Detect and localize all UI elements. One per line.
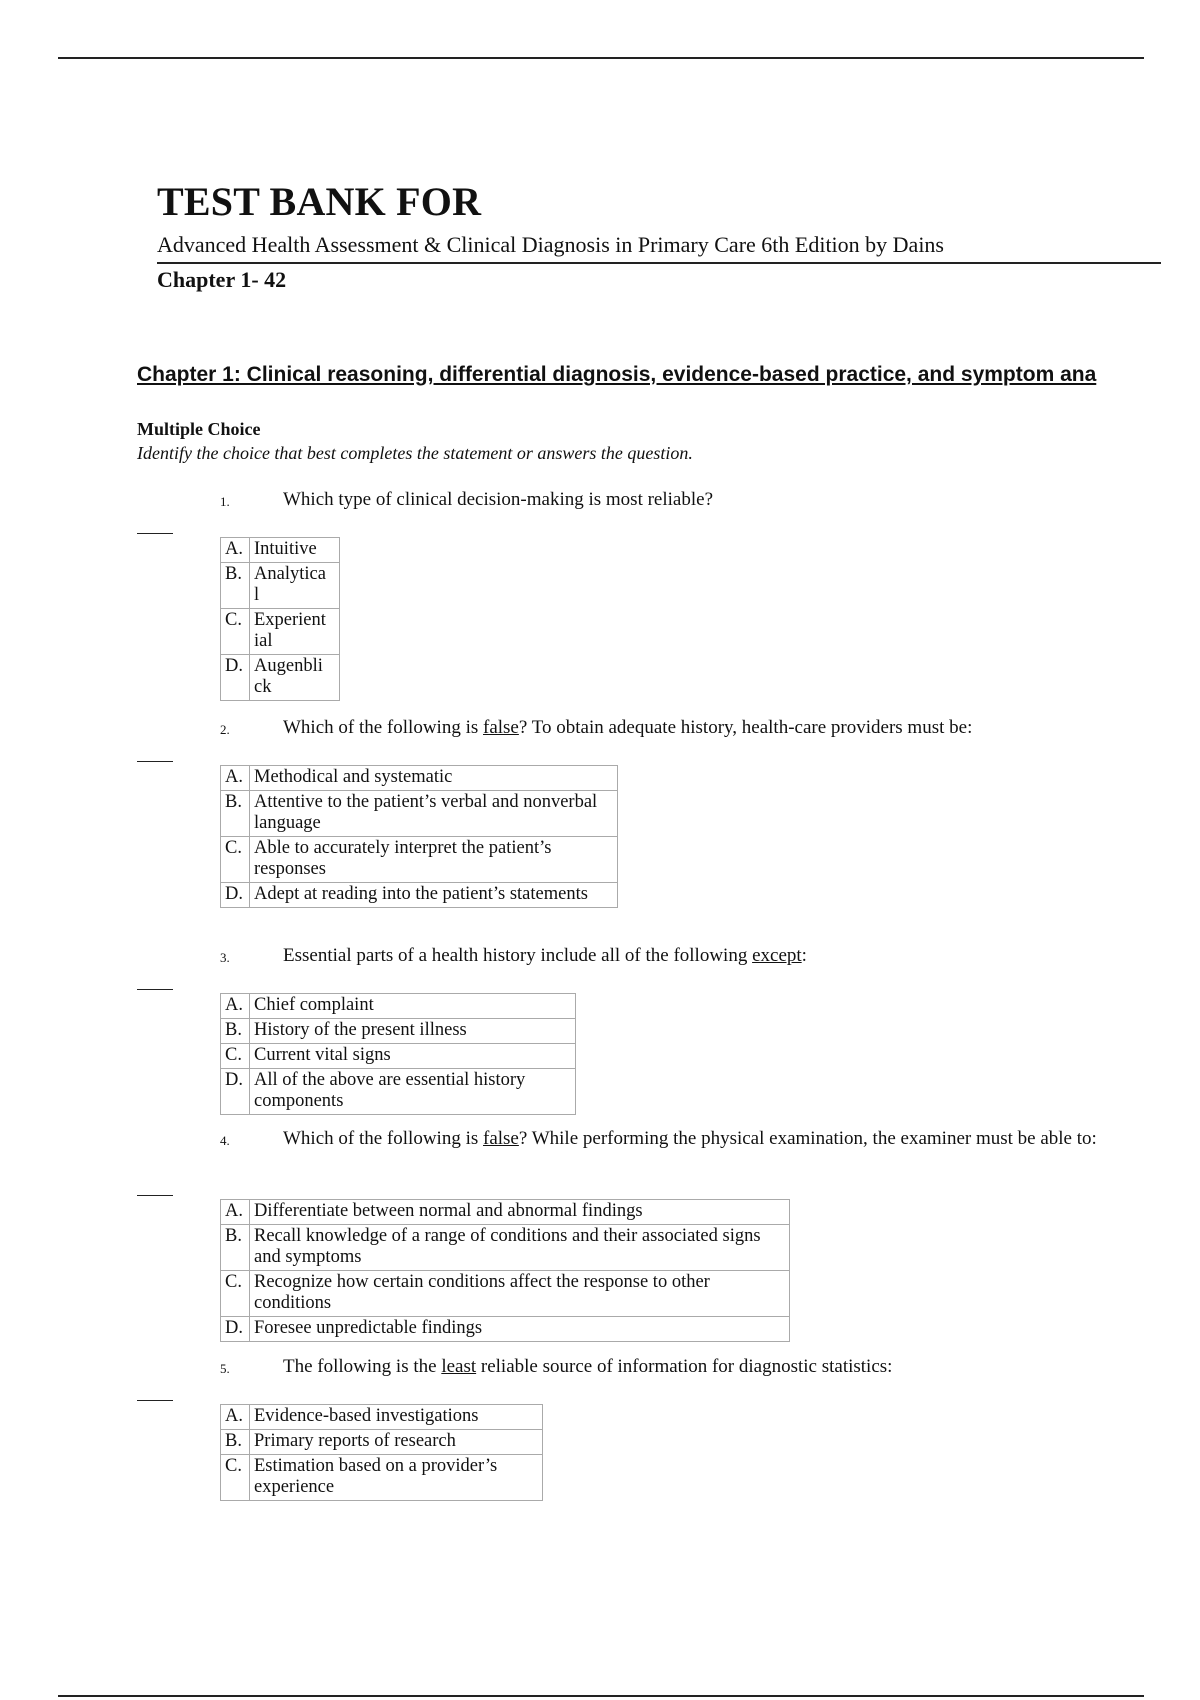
- question-text-before: Which of the following is: [283, 1128, 483, 1149]
- choice-text: Able to accurately interpret the patient’s responses: [250, 837, 618, 883]
- choice-row[interactable]: [221, 791, 618, 837]
- choice-row[interactable]: [221, 1455, 543, 1501]
- choice-letter: D.: [221, 655, 250, 701]
- question-text: [283, 1128, 1163, 1150]
- choice-text: Experient ial: [250, 609, 340, 655]
- question-text: [283, 489, 1163, 511]
- choice-letter: A.: [221, 538, 250, 563]
- chapter-range: Chapter 1- 42: [157, 267, 287, 292]
- question-number: 2.: [220, 722, 230, 737]
- choice-text: Analytica l: [250, 563, 340, 609]
- choice-row[interactable]: [221, 883, 618, 908]
- choices-table: [220, 993, 576, 1115]
- choice-text: Chief complaint: [250, 994, 576, 1019]
- choice-text: Estimation based on a provider’s experience: [250, 1455, 543, 1501]
- choice-row[interactable]: [221, 1271, 790, 1317]
- choice-row[interactable]: [221, 1044, 576, 1069]
- choice-letter: C.: [221, 1455, 250, 1501]
- question-text-before: Essential parts of a health history include all of the following: [283, 945, 753, 966]
- choices-table: [220, 537, 340, 701]
- question-number: 5.: [220, 1361, 230, 1376]
- choice-letter: A.: [221, 1405, 250, 1430]
- choice-row[interactable]: [221, 563, 340, 609]
- choice-text: Primary reports of research: [250, 1430, 543, 1455]
- choice-row[interactable]: [221, 655, 340, 701]
- choice-letter: A.: [221, 1200, 250, 1225]
- question-text-after: ? To obtain adequate history, health-care providers must be:: [518, 717, 973, 738]
- document-subtitle: Advanced Health Assessment & Clinical Diagnosis in Primary Care 6th Edition by Dains: [157, 232, 944, 257]
- choice-text: Recognize how certain conditions affect the response to other conditions: [250, 1271, 790, 1317]
- choice-letter: C.: [221, 837, 250, 883]
- choice-text: Intuitive: [250, 538, 340, 563]
- choice-row[interactable]: [221, 538, 340, 563]
- question-text: [283, 1356, 1163, 1378]
- choice-text: History of the present illness: [250, 1019, 576, 1044]
- choice-row[interactable]: [221, 1200, 790, 1225]
- title-underline: [157, 262, 1161, 264]
- question-text-after: reliable source of information for diagnostic statistics:: [476, 1356, 893, 1377]
- choice-row[interactable]: [221, 1069, 576, 1115]
- question-text-before: The following is the: [283, 1356, 442, 1377]
- choice-text: Adept at reading into the patient’s statements: [250, 883, 618, 908]
- section-instructions: Identify the choice that best completes the statement or answers the question.: [137, 443, 693, 463]
- answer-blank[interactable]: [137, 1400, 173, 1401]
- choice-text: Evidence-based investigations: [250, 1405, 543, 1430]
- question-text-before: Which type of clinical decision-making is most reliable?: [283, 489, 714, 510]
- answer-blank[interactable]: [137, 989, 173, 990]
- question-number: 3.: [220, 950, 230, 965]
- question-number: 4.: [220, 1133, 230, 1148]
- choice-row[interactable]: [221, 1019, 576, 1044]
- choice-letter: A.: [221, 766, 250, 791]
- choices-table: [220, 1404, 543, 1501]
- choice-row[interactable]: [221, 766, 618, 791]
- choice-text: Attentive to the patient’s verbal and nonverbal language: [250, 791, 618, 837]
- question-emphasis: least: [441, 1356, 477, 1377]
- answer-blank[interactable]: [137, 761, 173, 762]
- choice-row[interactable]: [221, 994, 576, 1019]
- choice-letter: C.: [221, 1044, 250, 1069]
- choice-letter: C.: [221, 1271, 250, 1317]
- choice-letter: B.: [221, 791, 250, 837]
- bottom-rule: [58, 1695, 1144, 1697]
- question-text-after: :: [801, 945, 807, 966]
- top-rule: [58, 57, 1144, 59]
- document-title: TEST BANK FOR: [157, 179, 482, 224]
- choice-text: Foresee unpredictable findings: [250, 1317, 790, 1342]
- choice-letter: D.: [221, 883, 250, 908]
- choice-letter: C.: [221, 609, 250, 655]
- question-emphasis: except: [752, 945, 802, 966]
- question-emphasis: false: [483, 717, 519, 738]
- choice-text: Methodical and systematic: [250, 766, 618, 791]
- choices-table: [220, 765, 618, 908]
- choice-text: Augenbli ck: [250, 655, 340, 701]
- choice-row[interactable]: [221, 1225, 790, 1271]
- choices-table: [220, 1199, 790, 1342]
- section-type: Multiple Choice: [137, 419, 261, 439]
- choice-row[interactable]: [221, 1405, 543, 1430]
- choice-letter: D.: [221, 1317, 250, 1342]
- question-text-after: ? While performing the physical examination, the examiner must be able to:: [518, 1128, 1097, 1149]
- choice-row[interactable]: [221, 1317, 790, 1342]
- choice-letter: B.: [221, 563, 250, 609]
- question-text: [283, 945, 1163, 967]
- choice-text: Current vital signs: [250, 1044, 576, 1069]
- chapter-heading: Chapter 1: Clinical reasoning, differential diagnosis, evidence-based practice, and symptom ana: [137, 363, 1097, 386]
- answer-blank[interactable]: [137, 1195, 173, 1196]
- choice-row[interactable]: [221, 609, 340, 655]
- question-text: [283, 717, 1163, 739]
- question-number: 1.: [220, 494, 230, 509]
- question-emphasis: false: [483, 1128, 519, 1149]
- question-text-before: Which of the following is: [283, 717, 483, 738]
- choice-row[interactable]: [221, 1430, 543, 1455]
- choice-letter: A.: [221, 994, 250, 1019]
- choice-letter: B.: [221, 1225, 250, 1271]
- choice-letter: B.: [221, 1430, 250, 1455]
- choice-row[interactable]: [221, 837, 618, 883]
- choice-text: Recall knowledge of a range of conditions and their associated signs and symptoms: [250, 1225, 790, 1271]
- choice-letter: D.: [221, 1069, 250, 1115]
- choice-text: All of the above are essential history components: [250, 1069, 576, 1115]
- choice-letter: B.: [221, 1019, 250, 1044]
- choice-text: Differentiate between normal and abnormal findings: [250, 1200, 790, 1225]
- answer-blank[interactable]: [137, 533, 173, 534]
